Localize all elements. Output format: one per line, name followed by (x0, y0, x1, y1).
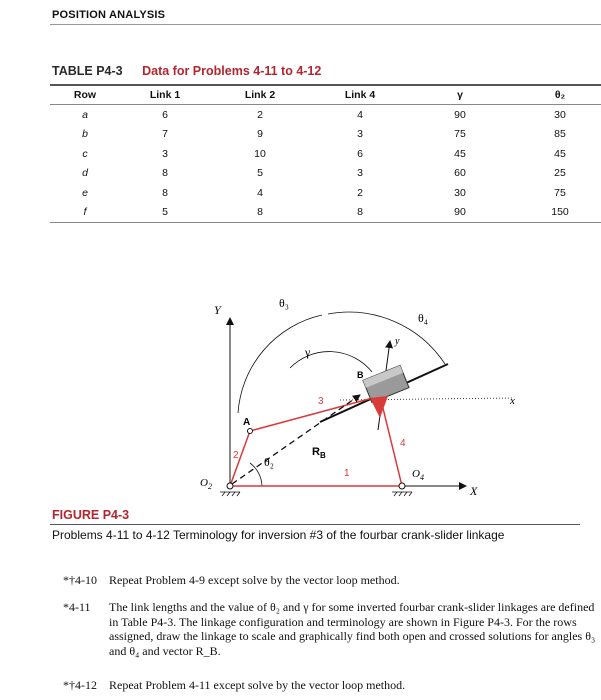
pivot-o4 (399, 483, 405, 489)
cell: f (50, 203, 120, 223)
cell: 60 (454, 167, 466, 180)
cell: 4 (357, 108, 363, 121)
cell: 2 (357, 186, 363, 199)
label-link4: 4 (400, 438, 406, 449)
page-header: POSITION ANALYSIS (52, 9, 166, 21)
label-x: x (510, 395, 515, 407)
cell: 8 (210, 203, 310, 223)
cell: 75 (554, 186, 566, 199)
label-B: B (357, 370, 364, 380)
cell: 45 (454, 147, 466, 160)
col-link1: Link 1 (120, 85, 210, 105)
figure-caption-text: Problems 4-11 to 4-12 Terminology for inversion #3 of the fourbar crank-slider linkage (52, 528, 505, 542)
cell: 3 (162, 147, 168, 160)
problem-text: Repeat Problem 4-9 except solve by the vector loop method. (109, 573, 400, 587)
cell: 75 (454, 128, 466, 141)
label-theta3: θ₃ (279, 296, 289, 310)
problem-text: Repeat Problem 4-11 except solve by the vector loop method. (109, 678, 406, 692)
col-link2: Link 2 (210, 85, 310, 105)
label-link2: 2 (233, 450, 239, 461)
link-4 (380, 396, 402, 486)
label-theta4: θ₄ (418, 311, 428, 325)
cell: 5 (120, 203, 210, 223)
cell: 6 (357, 147, 363, 160)
cell: 5 (257, 167, 263, 180)
cell: 45 (554, 147, 566, 160)
table-title: Data for Problems 4-11 to 4-12 (142, 64, 322, 78)
cell: d (82, 167, 88, 180)
cell: 6 (162, 108, 168, 121)
problem-text: The link lengths and the value of θ₂ and γ for some inverted fourbar crank-slider linkages are defined in Table P4-3. The linkage configuration and terminology are shown in Figure P4-3. For the rows assigned, draw the linkage to scale and graphically find both open and crossed solutions for angles θ₃ and θ₄ and vector R_B. (109, 600, 596, 658)
cell: 10 (254, 147, 266, 160)
cell: 30 (554, 108, 566, 121)
label-X: X (470, 484, 478, 498)
cell: e (82, 186, 88, 199)
cell: 4 (257, 186, 263, 199)
figure-caption-title: FIGURE P4-3 (52, 508, 130, 522)
ground-hatch-o2 (220, 492, 240, 496)
label-link1: 1 (344, 468, 350, 479)
col-link4: Link 4 (310, 85, 410, 105)
cell: 25 (554, 167, 566, 180)
cell: 30 (454, 186, 466, 199)
label-RB: $R_B$ (312, 446, 326, 460)
col-theta2: θ₂ (510, 85, 601, 105)
cell: 9 (257, 128, 263, 141)
cell: 8 (162, 167, 168, 180)
rb-vector (232, 395, 360, 484)
problem-number: *†4-10 (63, 573, 97, 587)
cell: 3 (357, 128, 363, 141)
col-gamma: γ (410, 85, 510, 105)
label-Y: Y (214, 303, 221, 317)
cell: a (82, 108, 88, 121)
cell: 3 (357, 167, 363, 180)
cell: 7 (162, 128, 168, 141)
cell: 85 (554, 128, 566, 141)
cell: c (82, 147, 88, 160)
label-gamma: γ (305, 345, 311, 359)
table-label: TABLE P4-3 (52, 64, 123, 78)
label-theta2: θ₂ (264, 455, 274, 469)
cell: 8 (310, 203, 410, 223)
col-row: Row (50, 85, 120, 105)
cell: 90 (454, 108, 466, 121)
problem-number: *†4-12 (63, 678, 97, 692)
pin-a (248, 429, 253, 434)
figure-caption-rule (50, 524, 580, 525)
cell: b (82, 128, 88, 141)
theta3-arc (238, 315, 322, 413)
pivot-o2 (227, 483, 233, 489)
label-O2: $O_2$ (200, 477, 212, 491)
cell: 8 (162, 186, 168, 199)
gamma-arc (290, 352, 372, 372)
cell: 150 (510, 203, 601, 223)
ground-hatch-o4 (392, 492, 412, 496)
cell: 2 (257, 108, 263, 121)
label-A: A (243, 417, 251, 428)
problem-number: *4-11 (63, 600, 91, 614)
label-link3: 3 (318, 396, 324, 407)
label-y: y (395, 336, 400, 347)
label-O4: $O_4$ (412, 468, 424, 482)
cell: 90 (410, 203, 510, 223)
theta2-arc (250, 463, 262, 486)
